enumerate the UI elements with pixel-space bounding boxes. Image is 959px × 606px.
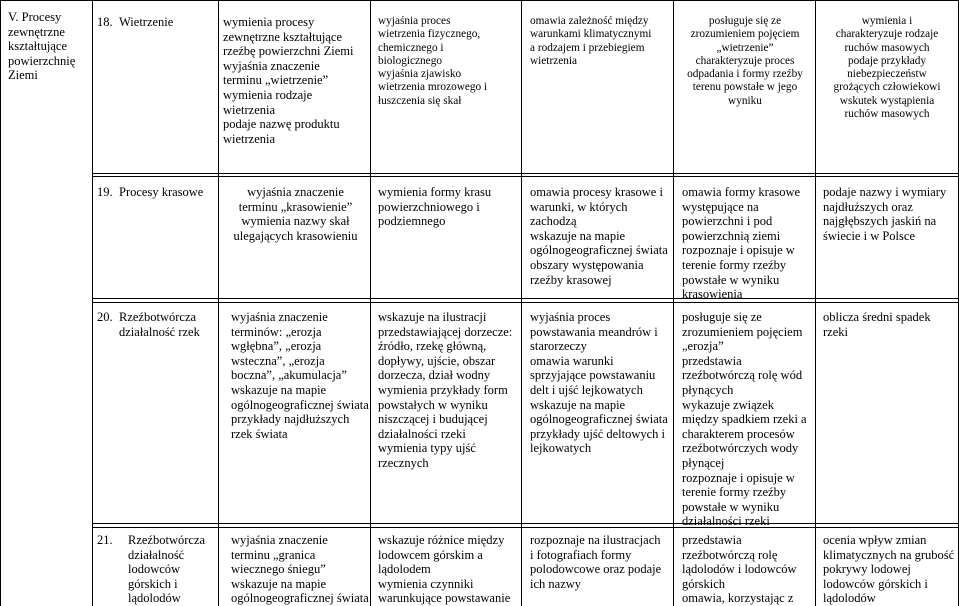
requirements-cell: posługuje się ze zrozumieniem pojęciem „erozja” przedstawia rzeźbotwórczą rolę wód płynących wykazuje związek między spadkiem rzeki a charakterem procesów rzeźbotwórczych wody płynącej rozpoznaje i opisuje w terenie formy rzeźby powstałe w wyniku działalności rzeki xyxy=(682,310,807,529)
row-divider xyxy=(92,298,959,299)
requirements-cell: wyjaśnia znaczenie terminów: „erozja wgłębna”, „erozja wsteczna”, „erozja boczna”, „akumulacja” wskazuje na mapie ogólnogeograficznej świata przykłady najdłuższych rzek świata xyxy=(231,310,369,441)
row-divider xyxy=(92,176,959,177)
row-topic: Wietrzenie xyxy=(119,15,174,29)
grid-line xyxy=(0,0,1,606)
requirements-cell: wskazuje różnice między lodowcem górskim a lądolodem wymienia czynniki warunkujące powstawanie xyxy=(378,533,511,606)
requirements-cell: omawia procesy krasowe i warunki, w których zachodzą wskazuje na mapie ogólnogeograficznej świata obszary występowania rzeźby krasowej xyxy=(530,185,668,287)
row-number: 20. xyxy=(97,310,113,324)
grid-line xyxy=(673,0,674,606)
row-topic: Rzeźbotwórcza działalność lodowców górskich i lądolodów xyxy=(128,533,206,606)
row-topic: Rzeźbotwórcza działalność rzek xyxy=(119,310,200,339)
row-number: 21. xyxy=(97,533,113,547)
requirements-cell: posługuje się ze zrozumieniem pojęciem „wietrzenie” charakteryzuje proces odpadania i formy rzeźby terenu powstałe w jego wyniku xyxy=(687,15,803,107)
grid-line xyxy=(92,0,93,606)
requirements-cell: podaje nazwy i wymiary najdłuższych oraz najgłębszych jaskiń na świecie i w Polsce xyxy=(823,185,947,243)
requirements-cell: omawia zależność między warunkami klimatycznymi a rodzajem i przebiegiem wietrzenia xyxy=(530,15,652,67)
row-number: 18. xyxy=(97,15,113,29)
requirements-cell: wymienia i charakteryzuje rodzaje ruchów masowych podaje przykłady niebezpieczeństw grożących człowiekowi wskutek wystąpienia ruchów masowych xyxy=(833,15,941,121)
grid-line xyxy=(370,0,371,606)
section-title: V. Procesy zewnętrzne kształtujące powierzchnię Ziemi xyxy=(8,10,76,83)
row-topic: Procesy krasowe xyxy=(119,185,204,199)
requirements-cell: ocenia wpływ zmian klimatycznych na grubość pokrywy lodowej lodowców górskich i lądolodów xyxy=(823,533,955,606)
requirements-cell: wyjaśnia proces wietrzenia fizycznego, chemicznego i biologicznego wyjaśnia zjawisko wietrzenia mrozowego i łuszczenia się skał xyxy=(378,15,488,107)
requirements-cell: wyjaśnia znaczenie terminu „krasowienie” wymienia nazwy skał ulegających krasowieniu xyxy=(233,185,358,243)
row-divider xyxy=(92,173,959,174)
requirements-cell: omawia formy krasowe występujące na powierzchni i pod powierzchnią ziemi rozpoznaje i opisuje w terenie formy rzeźby powstałe w wyniku krasowienia xyxy=(682,185,801,302)
requirements-cell: wymienia procesy zewnętrzne kształtujące rzeźbę powierzchni Ziemi wyjaśnia znaczenie terminu „wietrzenie” wymienia rodzaje wietrzenia podaje nazwę produktu wietrzenia xyxy=(223,15,354,146)
row-divider xyxy=(92,302,959,303)
requirements-cell: wskazuje na ilustracji przedstawiającej dorzecze: źródło, rzekę główną, dopływy, ujście, obszar dorzecza, dział wodny wymienia przykłady form powstałych w wyniku niszczącej i budującej działalności rzeki wymienia typy ujść rzecznych xyxy=(378,310,513,470)
requirements-cell: wyjaśnia znaczenie terminu „granica wiecznego śniegu” wskazuje na mapie ogólnogeograficznej świata xyxy=(231,533,369,606)
requirements-cell: oblicza średni spadek rzeki xyxy=(823,310,931,339)
row-number: 19. xyxy=(97,185,113,199)
row-divider xyxy=(92,523,959,524)
requirements-cell: wyjaśnia proces powstawania meandrów i starorzeczy omawia warunki sprzyjające powstawaniu delt i ujść lejkowatych wskazuje na mapie ogólnogeograficznej świata przykłady ujść deltowych i lejkowatych xyxy=(530,310,668,456)
requirements-cell: wymienia formy krasu powierzchniowego i podziemnego xyxy=(378,185,492,229)
requirements-cell: rozpoznaje na ilustracjach i fotografiach formy polodowcowe oraz podaje ich nazwy xyxy=(530,533,662,591)
row-divider xyxy=(92,527,959,528)
grid-line xyxy=(218,0,219,606)
grid-line xyxy=(0,0,959,1)
grid-line xyxy=(521,0,522,606)
requirements-cell: przedstawia rzeźbotwórczą rolę lądolodów i lodowców górskich omawia, korzystając z xyxy=(682,533,797,606)
